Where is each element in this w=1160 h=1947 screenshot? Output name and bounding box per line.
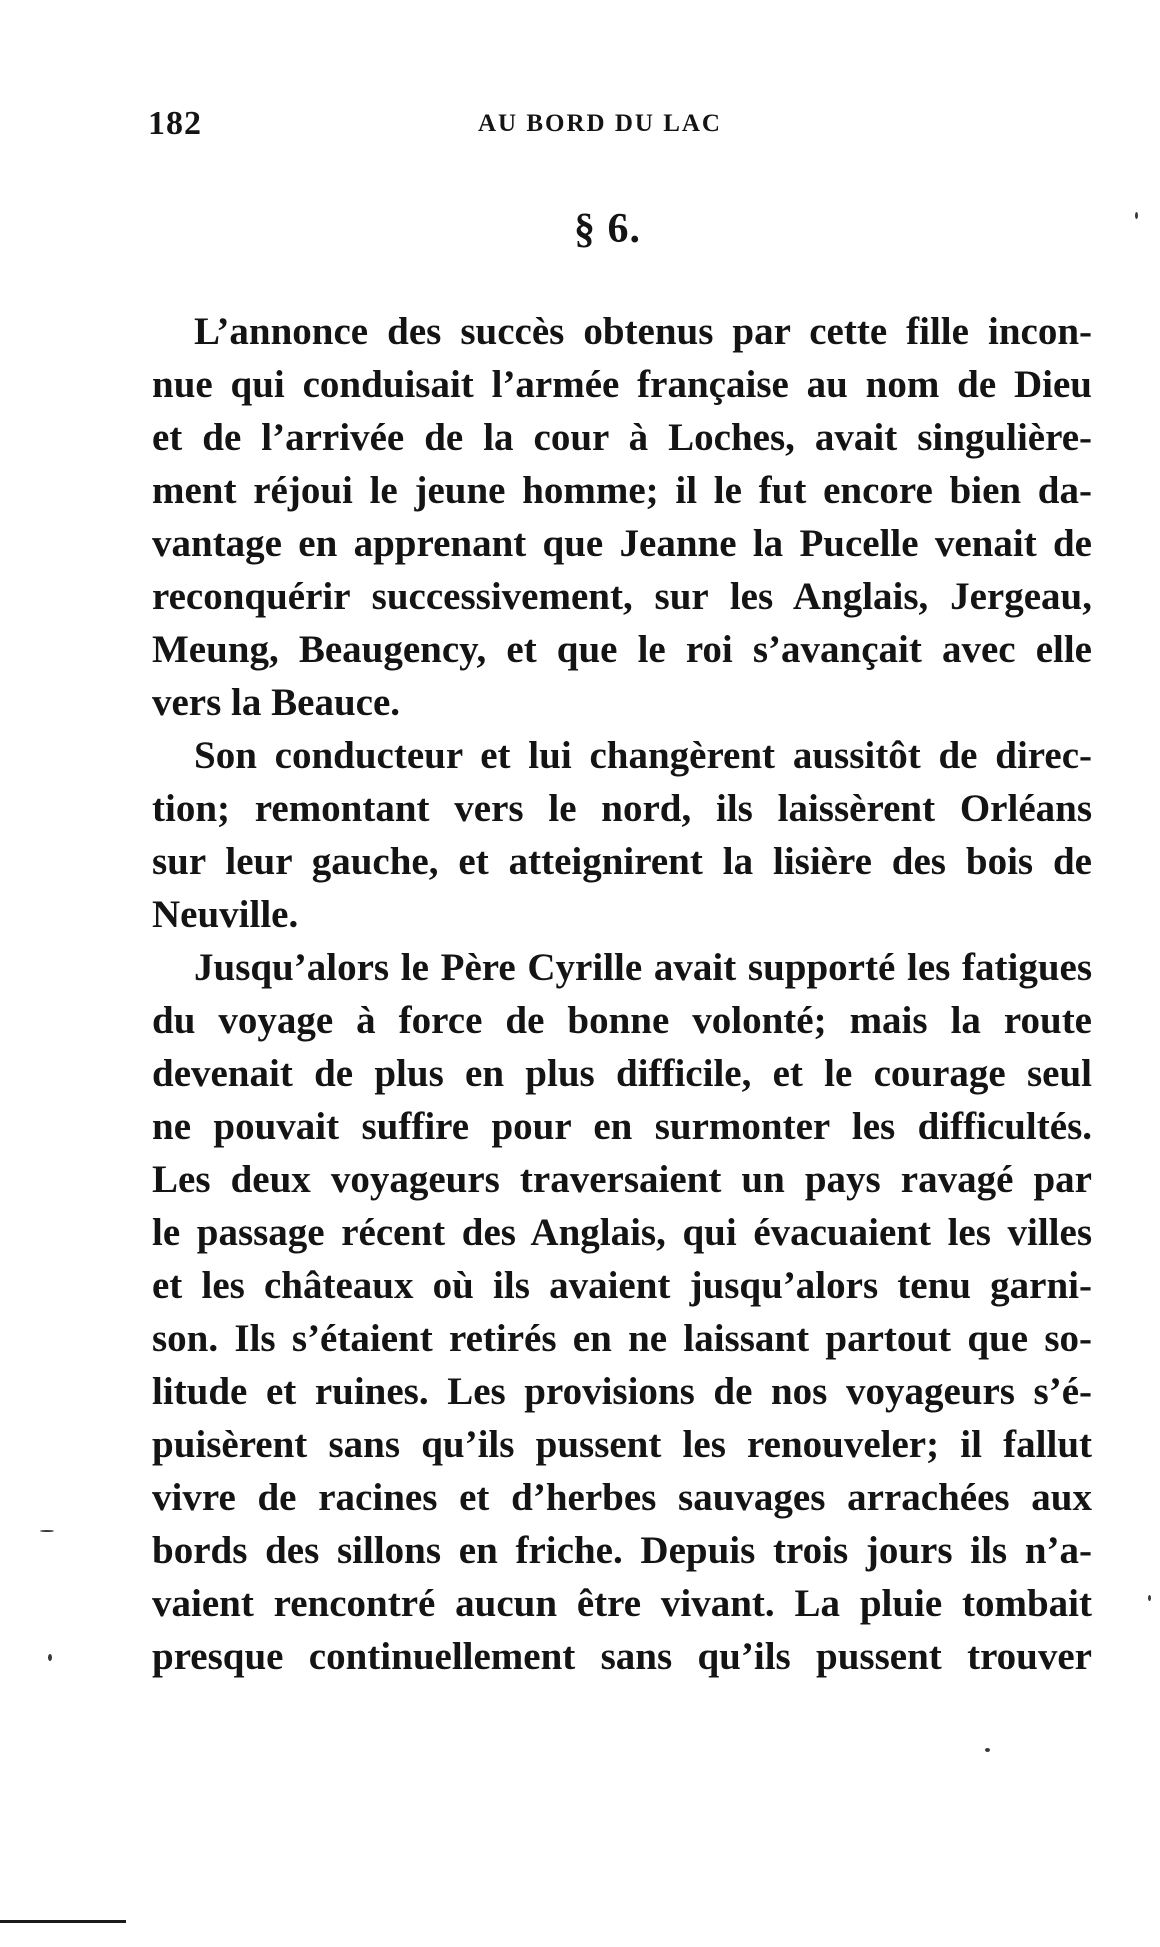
text-line: reconquérir successivement, sur les Anglais, Jergeau,: [152, 575, 1092, 618]
text-line: Neuville.: [152, 893, 299, 936]
running-title: AU BORD DU LAC: [478, 110, 722, 137]
page-number: 182: [148, 105, 202, 142]
text-line: ment réjoui le jeune homme; il le fut encore bien da-: [152, 469, 1092, 512]
text-line: puisèrent sans qu’ils pussent les renouveler; il fallut: [152, 1423, 1092, 1466]
footer-rule: [0, 1920, 126, 1923]
text-line: devenait de plus en plus difficile, et le courage seul: [152, 1052, 1092, 1095]
text-line: Les deux voyageurs traversaient un pays ravagé par: [152, 1158, 1092, 1201]
text-line: et de l’arrivée de la cour à Loches, avait singulière-: [152, 416, 1092, 459]
text-line: vantage en apprenant que Jeanne la Pucelle venait de: [152, 522, 1092, 565]
text-line: vivre de racines et d’herbes sauvages arrachées aux: [152, 1476, 1092, 1519]
scan-speck: [985, 1748, 990, 1752]
text-line: le passage récent des Anglais, qui évacuaient les villes: [152, 1211, 1092, 1254]
scan-speck: [1148, 1595, 1151, 1601]
text-line: Meung, Beaugency, et que le roi s’avançait avec elle: [152, 628, 1092, 671]
paragraph: [152, 941, 1092, 1683]
text-line: Son conducteur et lui changèrent aussitôt de direc-: [194, 734, 1092, 777]
text-line: sur leur gauche, et atteignirent la lisière des bois de: [152, 840, 1092, 883]
text-line: du voyage à force de bonne volonté; mais la route: [152, 999, 1092, 1042]
scan-speck: [40, 1530, 54, 1532]
running-header: [148, 105, 783, 150]
text-line: presque continuellement sans qu’ils pussent trouver: [152, 1635, 1092, 1678]
text-line: son. Ils s’étaient retirés en ne laissant partout que so-: [152, 1317, 1092, 1360]
text-line: et les châteaux où ils avaient jusqu’alors tenu garni-: [152, 1264, 1092, 1307]
scan-speck: [1135, 212, 1138, 219]
text-line: litude et ruines. Les provisions de nos voyageurs s’é-: [152, 1370, 1092, 1413]
text-line: tion; remontant vers le nord, ils laissèrent Orléans: [152, 787, 1092, 830]
scan-speck: [48, 1654, 52, 1661]
body-text: [152, 305, 1092, 1683]
text-line: ne pouvait suffire pour en surmonter les difficultés.: [152, 1105, 1092, 1148]
paragraph: [152, 305, 1092, 729]
text-line: Jusqu’alors le Père Cyrille avait supporté les fatigues: [194, 946, 1092, 989]
section-heading: § 6.: [574, 206, 641, 252]
text-line: L’annonce des succès obtenus par cette fille incon-: [194, 310, 1092, 353]
text-line: vaient rencontré aucun être vivant. La pluie tombait: [152, 1582, 1092, 1625]
text-line: nue qui conduisait l’armée française au nom de Dieu: [152, 363, 1092, 406]
text-line: bords des sillons en friche. Depuis trois jours ils n’a-: [152, 1529, 1092, 1572]
paragraph: [152, 729, 1092, 941]
text-line: vers la Beauce.: [152, 681, 401, 724]
